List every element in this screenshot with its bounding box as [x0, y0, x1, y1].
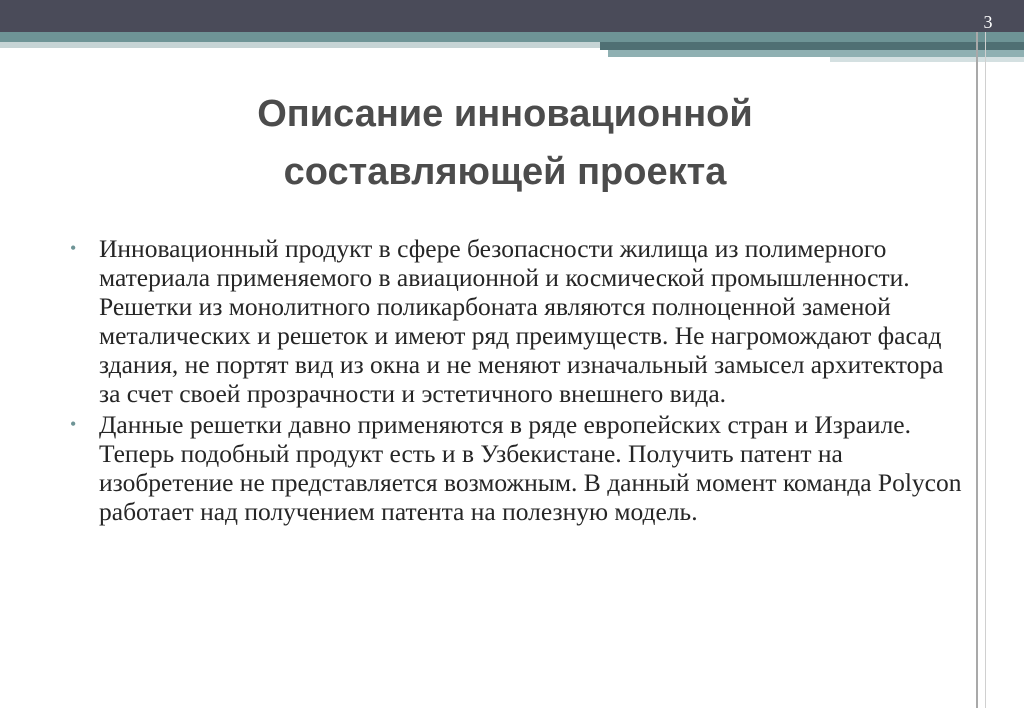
- bullet-list: [70, 234, 970, 528]
- bullet-text: Инновационный продукт в сфере безопасности жилища из полимерного материала применяемого в авиационной и космической промышленности. Решетки из монолитного поликарбоната являются полноценной заменой металических и решеток и имеют ряд преимуществ. Не нагромождают фасад здания, не портят вид из окна и не меняют изначальный замысел архитектора за счет своей прозрачности и эстетичного внешнего вида.: [99, 234, 944, 408]
- right-frame-line-inner: [985, 32, 986, 708]
- bullet-text: Данные решетки давно применяются в ряде европейских стран и Израиле. Теперь подобный продукт есть и в Узбекистане. Получить патент на изобретение не представляется возможным. В данный момент команда Polycon работает над получением патента на полезную модель.: [99, 410, 962, 526]
- right-frame-line: [976, 32, 978, 708]
- bullet-item: [70, 410, 970, 526]
- slide-title: [180, 85, 830, 201]
- header-step-dark: [600, 42, 1024, 50]
- slide-title-line-1: Описание инновационной: [257, 93, 753, 135]
- top-light-stripe: [0, 42, 600, 48]
- bullet-icon: •: [70, 414, 77, 434]
- top-header-bar: [0, 0, 1024, 32]
- bullet-item: [70, 234, 970, 408]
- slide-title-line-2: составляющей проекта: [283, 151, 727, 193]
- header-step-light: [830, 57, 1024, 62]
- header-step-medium: [608, 50, 1024, 57]
- bullet-icon: •: [70, 238, 77, 258]
- top-accent-stripe: [0, 32, 1024, 42]
- slide-number: 3: [983, 12, 993, 32]
